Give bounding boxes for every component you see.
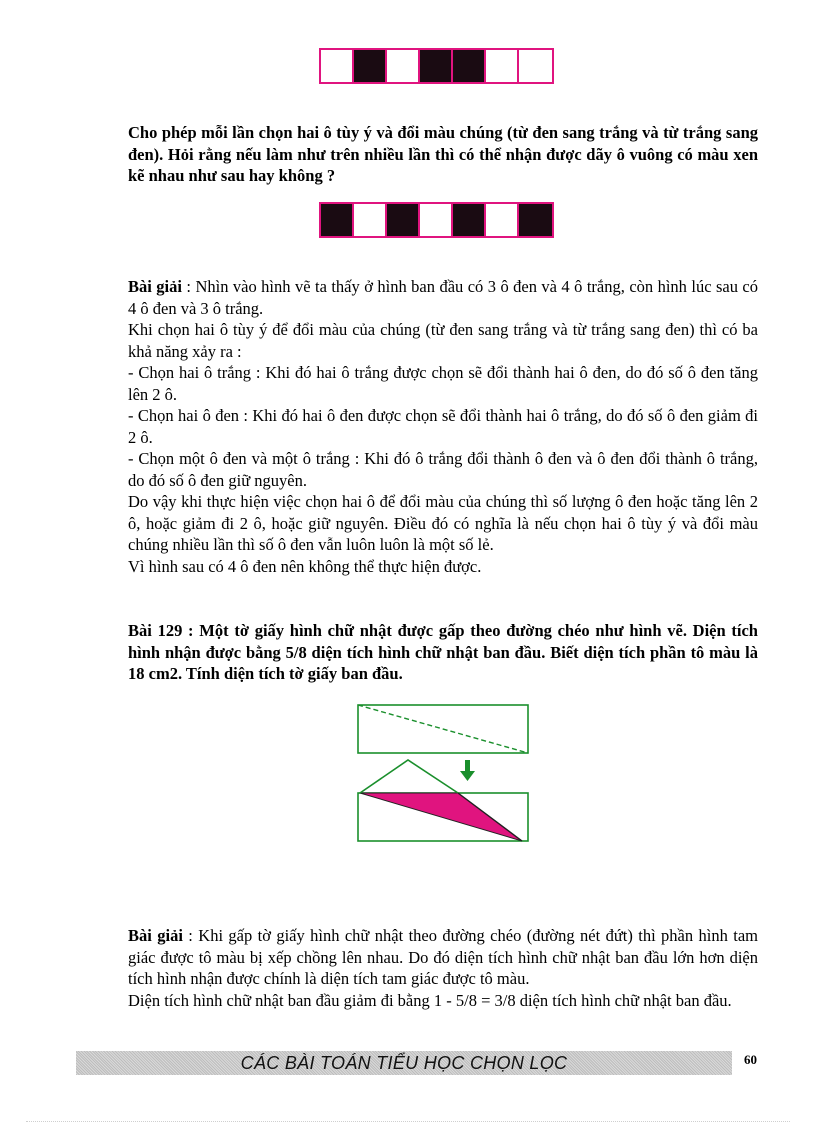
white-square	[486, 204, 519, 236]
solution-1	[128, 276, 758, 577]
white-square	[519, 50, 552, 82]
black-square	[354, 50, 387, 82]
black-square	[453, 204, 486, 236]
white-square	[354, 204, 387, 236]
down-arrow-icon	[460, 760, 475, 781]
solution-2-label: Bài giải	[128, 926, 183, 945]
shaded-overlap-triangle	[360, 793, 522, 841]
footer-banner	[76, 1051, 732, 1075]
black-square	[387, 204, 420, 236]
solution-1-line: Do vậy khi thực hiện việc chọn hai ô để đổi màu của chúng thì số lượng ô đen hoặc tăng lên 2 ô, hoặc giảm đi 2 ô, hoặc giữ nguyên. Điều đó có nghĩa là nếu chọn hai ô tùy ý và đổi màu chúng nhiều lần thì số ô đen vẫn luôn luôn là một số lẻ.	[128, 492, 758, 554]
solution-1-line: - Chọn hai ô đen : Khi đó hai ô đen được chọn sẽ đổi thành hai ô trắng, do đó số ô đen giảm đi 2 ô.	[128, 406, 758, 447]
solution-2-line: Diện tích hình chữ nhật ban đầu giảm đi bằng 1 - 5/8 = 3/8 diện tích hình chữ nhật ban đầu.	[128, 990, 732, 1010]
white-square	[321, 50, 354, 82]
target-squares-strip	[319, 202, 554, 238]
page-number: 60	[744, 1052, 757, 1067]
solution-1-line: Vì hình sau có 4 ô đen nên không thể thực hiện được.	[128, 556, 482, 576]
white-square	[486, 50, 519, 82]
solution-1-line: - Chọn hai ô trắng : Khi đó hai ô trắng được chọn sẽ đổi thành hai ô đen, do đó số ô đen tăng lên 2 ô.	[128, 363, 758, 404]
solution-1-line: - Chọn một ô đen và một ô trắng : Khi đó ô trắng đổi thành ô đen và ô đen đổi thành ô trắng, do đó số ô đen giữ nguyên.	[128, 449, 758, 490]
initial-squares-strip	[319, 48, 554, 84]
folding-figure	[350, 700, 540, 850]
white-square	[420, 204, 453, 236]
question-text: Cho phép mỗi lần chọn hai ô tùy ý và đổi màu chúng (từ đen sang trắng và từ trắng sang đen). Hỏi rằng nếu làm như trên nhiều lần thì có thể nhận được dãy ô vuông có màu xen kẽ nhau như sau hay không ?	[128, 123, 758, 185]
solution-1-label: Bài giải	[128, 277, 182, 296]
page-edge-divider	[26, 1121, 790, 1122]
black-square	[453, 50, 486, 82]
problem-129-text: Bài 129 : Một tờ giấy hình chữ nhật được gấp theo đường chéo như hình vẽ. Diện tích hình nhận được bằng 5/8 diện tích hình chữ nhật ban đầu. Biết diện tích phần tô màu là 18 cm2. Tính diện tích tờ giấy ban đầu.	[128, 621, 758, 683]
footer-title: CÁC BÀI TOÁN TIỂU HỌC CHỌN LỌC	[240, 1052, 568, 1073]
white-square	[387, 50, 420, 82]
folded-flap	[360, 760, 458, 793]
solution-1-line: Khi chọn hai ô tùy ý để đổi màu của chúng (từ đen sang trắng và từ trắng sang đen) thì có ba khả năng xảy ra :	[128, 320, 758, 361]
black-square	[420, 50, 453, 82]
black-square	[519, 204, 552, 236]
solution-2	[128, 925, 758, 1011]
fold-diagonal-dashed	[358, 705, 528, 753]
solution-1-intro: Bài giải : Nhìn vào hình vẽ ta thấy ở hình ban đầu có 3 ô đen và 4 ô trắng, còn hình lúc sau có 4 ô đen và 3 ô trắng.	[128, 277, 759, 318]
solution-2-intro: Bài giải : Khi gấp tờ giấy hình chữ nhật theo đường chéo (đường nét đứt) thì phần hình tam giác được tô màu bị xếp chồng lên nhau. Do đó diện tích hình chữ nhật ban đầu lớn hơn diện tích hình nhận được chính là diện tích tam giác được tô màu.	[128, 926, 758, 988]
black-square	[321, 204, 354, 236]
